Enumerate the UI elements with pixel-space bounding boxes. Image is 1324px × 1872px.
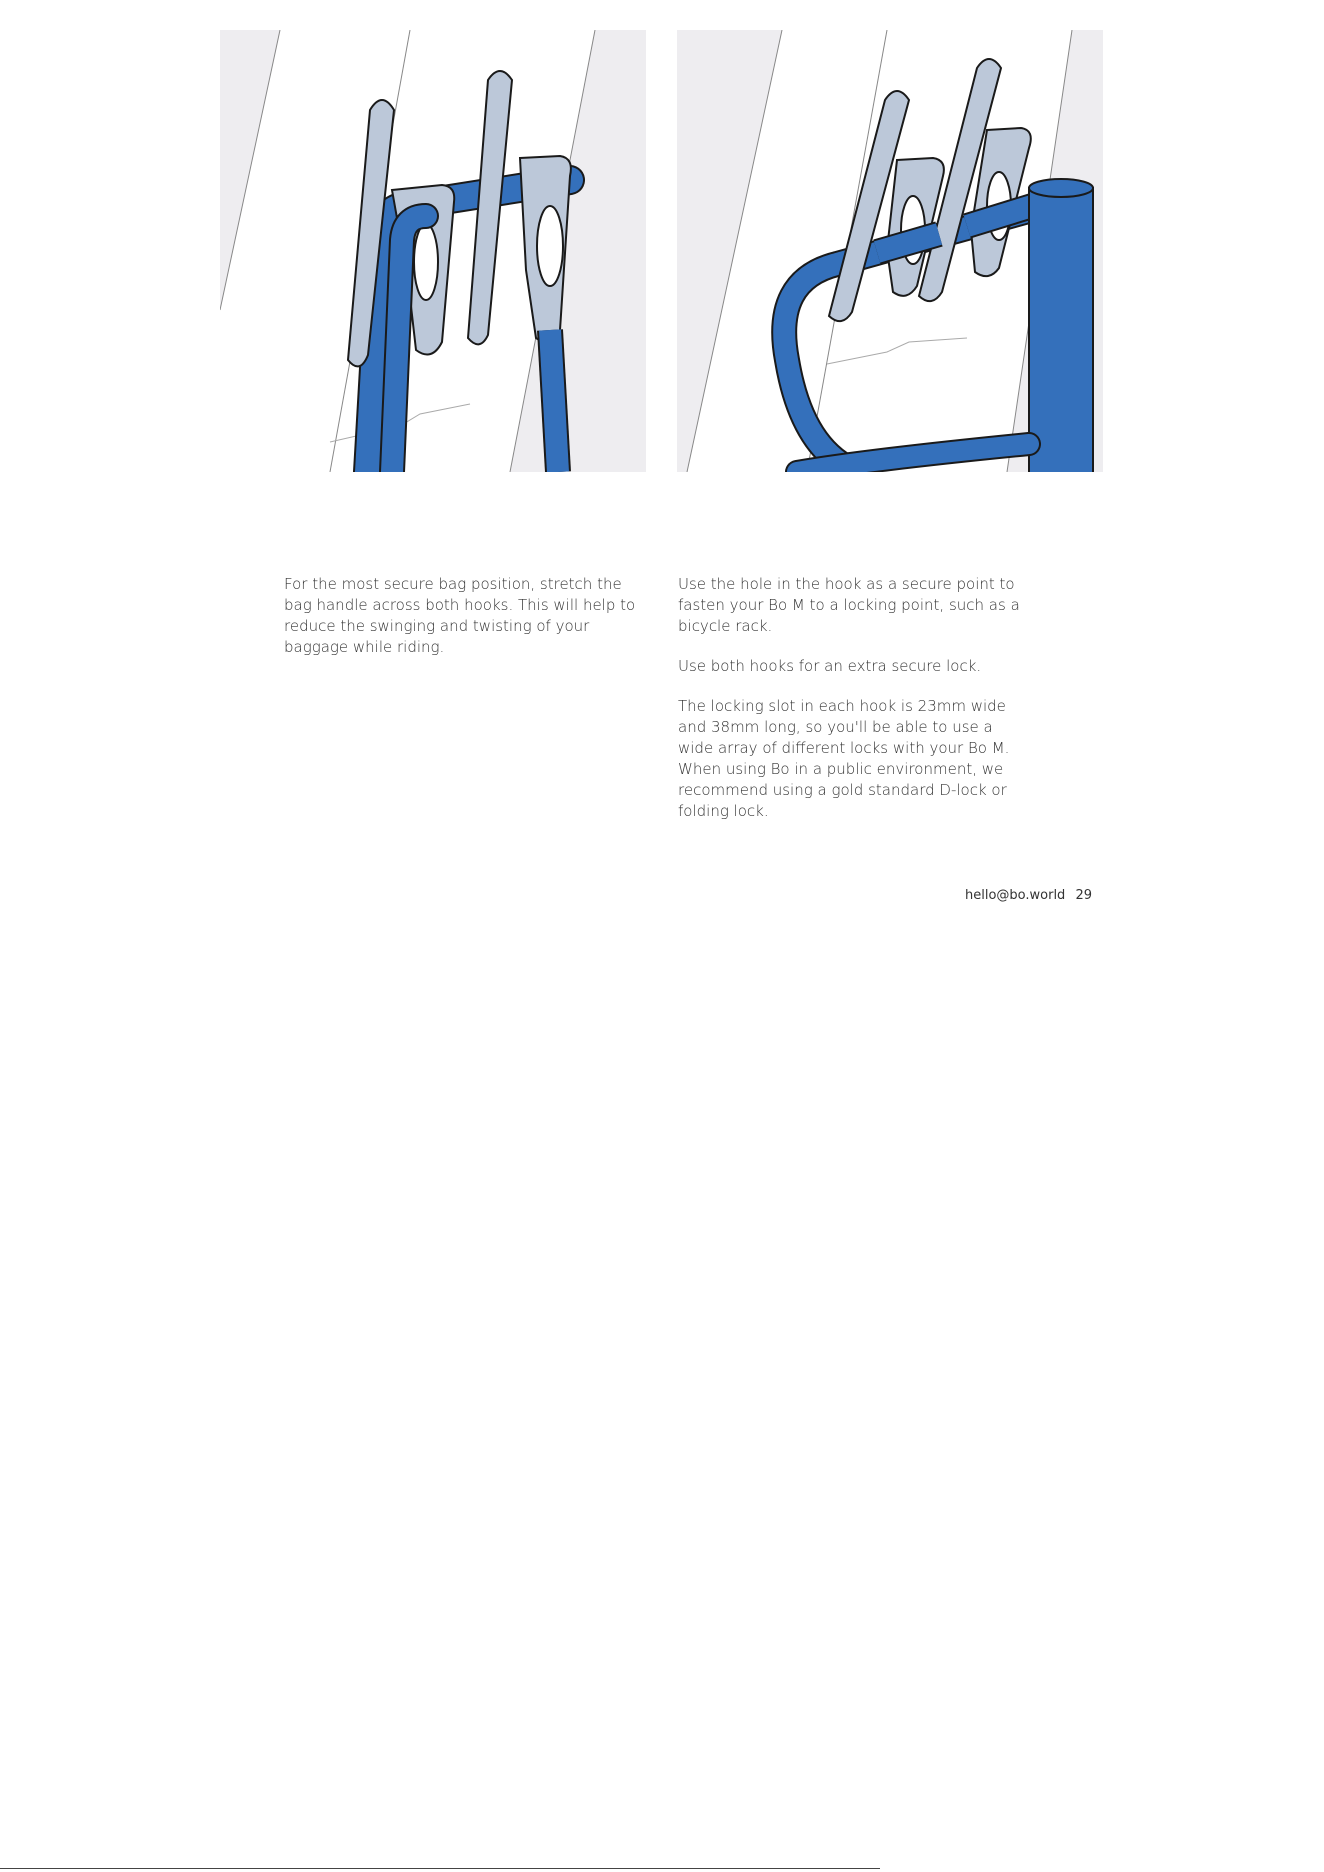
d-lock-body bbox=[1029, 179, 1093, 472]
page-footer bbox=[965, 888, 1092, 903]
illustration-d-lock-through-hooks bbox=[677, 30, 1103, 472]
footer-email: hello@bo.world bbox=[964, 888, 1066, 903]
right-paragraph-3: The locking slot in each hook is 23mm wide and 38mm long, so you'll be able to use a wide array of different locks with your Bo M. When using Bo in a public environment, we recommend using a gold standard D-lock or folding lock. bbox=[678, 697, 1010, 820]
right-paragraph-2: Use both hooks for an extra secure lock. bbox=[678, 657, 982, 675]
left-text-column bbox=[284, 574, 636, 677]
left-paragraph-1: For the most secure bag position, stretch the bag handle across both hooks. This will help to reduce the swinging and twisting of your baggage while riding. bbox=[284, 575, 636, 656]
illustration-bag-handle-across-hooks bbox=[220, 30, 646, 472]
page-number: 29 bbox=[1075, 888, 1092, 903]
right-paragraph-1: Use the hole in the hook as a secure point to fasten your Bo M to a locking point, such as a bicycle rack. bbox=[678, 575, 1020, 635]
bottom-divider bbox=[0, 1868, 880, 1869]
right-text-column bbox=[678, 574, 1030, 841]
